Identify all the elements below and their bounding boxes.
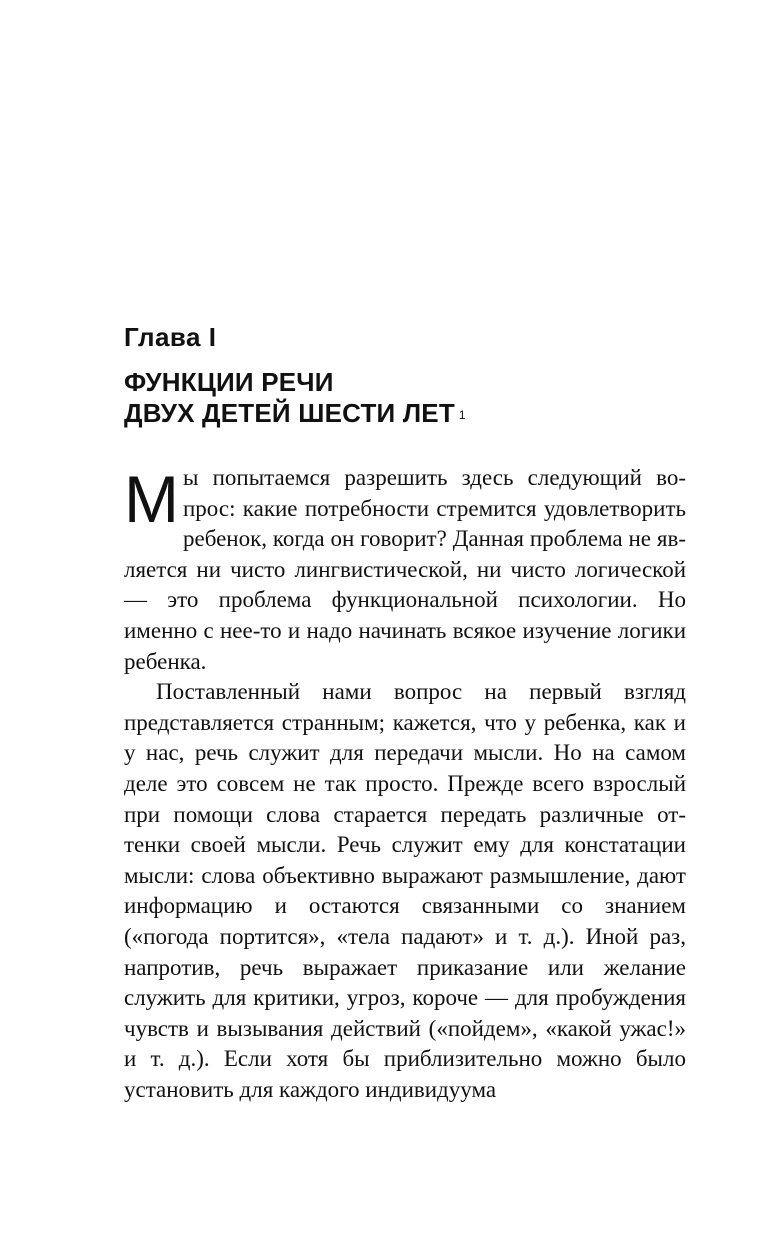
drop-cap: М	[124, 462, 179, 536]
footnote-mark: 1	[458, 408, 466, 422]
paragraph-2: Поставленный нами вопрос на первый взгляд представляется странным; кажется, что у ребенка, как и у нас, речь служит для передачи мысли. Но на самом деле это совсем не так просто. Прежде всего взрослый при помощи слова старается передать различные оттенки своей мысли. Речь служит ему для констатации мысли: слова объективно выражают размышление, дают информацию и остаются связанными со знанием («погода портится», «тела падают» и т. д.). Иной раз, напротив, речь выражает приказание или желание служить для критики, угроз, короче — для пробуждения чувств и вызывания действий («пойдем», «какой ужас!» и т. д.). Если хотя бы приблизительно можно было установить для каждого индивидуума	[124, 679, 686, 1102]
paragraph-1	[124, 463, 686, 677]
chapter-title	[124, 367, 466, 429]
chapter-title-line-1: ФУНКЦИИ РЕЧИ	[124, 367, 334, 397]
body-text	[124, 463, 686, 1105]
chapter-title-line-2: ДВУХ ДЕТЕЙ ШЕСТИ ЛЕТ	[124, 398, 455, 428]
chapter-title-line-2-wrap	[124, 398, 466, 429]
paragraph-1-text: ы попытаемся разрешить здесь следующий вопрос: какие потребности стремится удовлетворить ребенок, когда он говорит? Данная проблема не является ни чисто лингвистической, ни чисто логической — это проблема функциональной психологии. Но именно с нее-то и надо начинать всякое изучение логики ребенка.	[124, 465, 686, 674]
chapter-label: Глава I	[124, 322, 217, 352]
